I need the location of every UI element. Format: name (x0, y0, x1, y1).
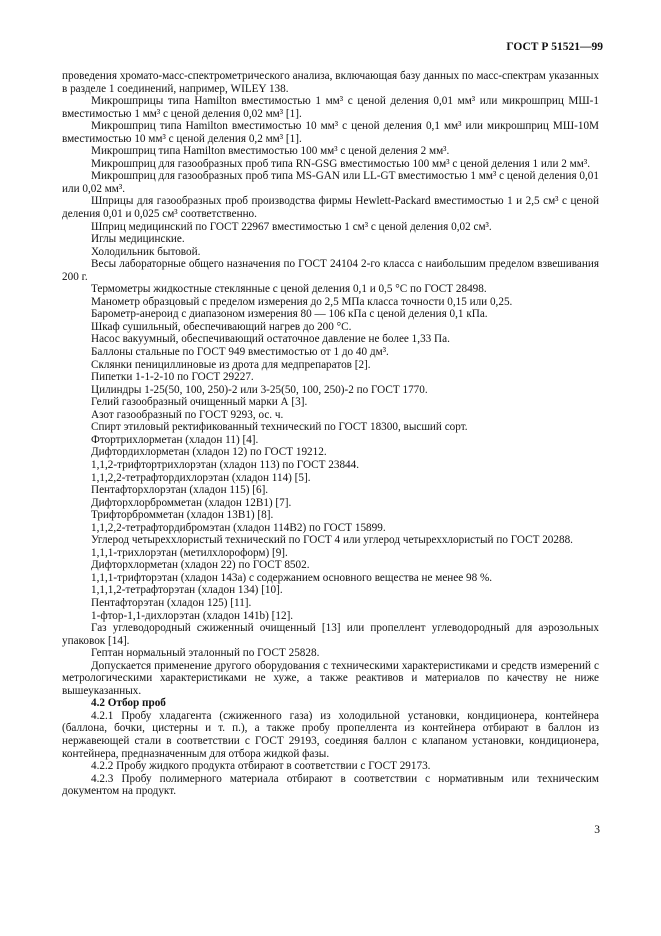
paragraph-item: Микрошприц для газообразных проб типа MS-GAN или LL-GT вместимостью 1 мм³ с ценой деления 0,01 или 0,02 мм³. (62, 170, 599, 195)
paragraph-item: Шкаф сушильный, обеспечивающий нагрев до 200 °С. (91, 320, 352, 333)
paragraph-item: Склянки пенициллиновые из дрота для медпрепаратов [2]. (91, 358, 371, 371)
paragraph-item: Весы лабораторные общего назначения по ГОСТ 24104 2-го класса с наибольшим пределом взвешивания 200 г. (62, 258, 599, 283)
paragraph-item: 1,1,2-трифтортрихлорэтан (хладон 113) по ГОСТ 23844. (91, 458, 360, 471)
paragraph-item: Дифтордихлорметан (хладон 12) по ГОСТ 19212. (91, 446, 327, 459)
standard-header: ГОСТ Р 51521—99 (506, 41, 603, 53)
paragraph-item: 1-фтор-1,1-дихлорэтан (хладон 141b) [12]. (91, 609, 294, 622)
paragraph-item: Спирт этиловый ректификованный технический по ГОСТ 18300, высший сорт. (91, 421, 468, 434)
paragraph-item: Микрошприц типа Hamilton вместимостью 100 мм³ с ценой деления 2 мм³. (91, 145, 450, 158)
paragraph-item: Шприц медицинский по ГОСТ 22967 вместимостью 1 см³ с ценой деления 0,02 см³. (91, 220, 492, 233)
paragraph-item: Баллоны стальные по ГОСТ 949 вместимостью от 1 до 40 дм³. (91, 346, 389, 359)
paragraph-item: Пентафторхлорэтан (хладон 115) [6]. (91, 484, 269, 497)
paragraph-item: Холодильник бытовой. (91, 245, 201, 258)
paragraph-item: Термометры жидкостные стеклянные с ценой деления 0,1 и 0,5 °С по ГОСТ 28498. (91, 283, 487, 296)
paragraph-item: 4.2.1 Пробу хладагента (сжиженного газа) из холодильной установки, кондиционера, контейнера (баллона, бочки, цистерны и т. п.), а также пробу пропеллента из контейнера отбирают в баллон из нержавеющей стали в соответствии с ГОСТ 29193, соединяя баллон с клапаном установки, кондиционера, контейнера, предназначенным для отбора жидкой фазы. (62, 709, 599, 760)
paragraph-item: Барометр-анероид с диапазоном измерения 80 — 106 кПа с ценой деления 0,1 кПа. (91, 308, 488, 321)
paragraph-item: 1,1,2,2-тетрафтордихлорэтан (хладон 114) [5]. (91, 471, 311, 484)
paragraph-item: Гелий газообразный очищенный марки А [3]. (91, 396, 308, 409)
paragraph-item: 4.2.3 Пробу полимерного материала отбирают в соответствии с нормативным или техническим документом на продукт. (62, 772, 599, 798)
paragraph-item: Дифторхлорбромметан (хладон 12В1) [7]. (91, 496, 292, 509)
paragraph-item: Микрошприцы типа Hamilton вместимостью 1 мм³ с ценой деления 0,01 мм³ или микрошприц МШ-1 вместимостью 1 мм³ с ценой деления 0,02 мм³ [1]. (62, 95, 599, 120)
paragraph-item: 4.2.2 Пробу жидкого продукта отбирают в соответствии с ГОСТ 29173. (91, 760, 431, 773)
paragraph-item: Микрошприц типа Hamilton вместимостью 10 мм³ с ценой деления 0,1 мм³ или микрошприц МШ-10М вместимостью 10 мм³ с ценой деления 0,2 мм³ [1]. (62, 120, 599, 145)
paragraph-item: Газ углеводородный сжиженный очищенный [13] или пропеллент углеводородный для аэрозольных упаковок [14]. (62, 622, 599, 647)
paragraph-item: Допускается применение другого оборудования с техническими характеристиками и средств измерений с метрологическими характеристиками не хуже, а также реактивов и материалов по качеству не ниже вышеуказанных. (62, 659, 599, 697)
paragraph-item: Дифторхлорметан (хладон 22) по ГОСТ 8502. (91, 559, 310, 572)
paragraph-item: Микрошприц для газообразных проб типа RN-GSG вместимостью 100 мм³ с ценой деления 1 или 2 мм³. (91, 157, 590, 170)
paragraph-item: 1,1,1-трихлорэтан (метилхлороформ) [9]. (91, 546, 288, 559)
paragraph-item: Манометр образцовый с пределом измерения до 2,5 МПа класса точности 0,15 или 0,25. (91, 295, 513, 308)
page-number: 3 (594, 824, 600, 836)
paragraph-item: Трифторбромметан (хладон 13В1) [8]. (91, 509, 274, 522)
paragraph-item: Гептан нормальный эталонный по ГОСТ 25828. (91, 647, 320, 660)
paragraph-item: 1,1,1,2-тетрафторэтан (хладон 134) [10]. (91, 584, 283, 597)
paragraph-continuation: проведения хромато-масс-спектрометрического анализа, включающая базу данных по масс-спектрам указанных в разделе 1 соединений, например, WILEY 138. (62, 70, 599, 95)
paragraph-item: Цилиндры 1-25(50, 100, 250)-2 или 3-25(50, 100, 250)-2 по ГОСТ 1770. (91, 383, 428, 396)
paragraph-item: Азот газообразный по ГОСТ 9293, ос. ч. (91, 408, 284, 421)
paragraph-item: Фтортрихлорметан (хладон 11) [4]. (91, 433, 259, 446)
section-heading: 4.2 Отбор проб (91, 697, 166, 710)
paragraph-item: Иглы медицинские. (91, 233, 185, 246)
document-body (62, 70, 599, 798)
paragraph-item: Насос вакуумный, обеспечивающий остаточное давление не более 1,33 Па. (91, 333, 450, 346)
paragraph-item: 1,1,1-трифторэтан (хладон 143а) с содержанием основного вещества не менее 98 %. (91, 571, 493, 584)
paragraph-item: 1,1,2,2-тетрафтордибромэтан (хладон 114В2) по ГОСТ 15899. (91, 521, 386, 534)
paragraph-item: Пентафторэтан (хладон 125) [11]. (91, 596, 252, 609)
paragraph-item: Углерод четыреххлористый технический по ГОСТ 4 или углерод четыреххлористый по ГОСТ 20288. (91, 534, 573, 547)
paragraph-item: Шприцы для газообразных проб производства фирмы Hewlett-Packard вместимостью 1 и 2,5 см³ с ценой деления 0,01 и 0,025 см³ соответственно. (62, 195, 599, 221)
paragraph-item: Пипетки 1-1-2-10 по ГОСТ 29227. (91, 371, 254, 384)
